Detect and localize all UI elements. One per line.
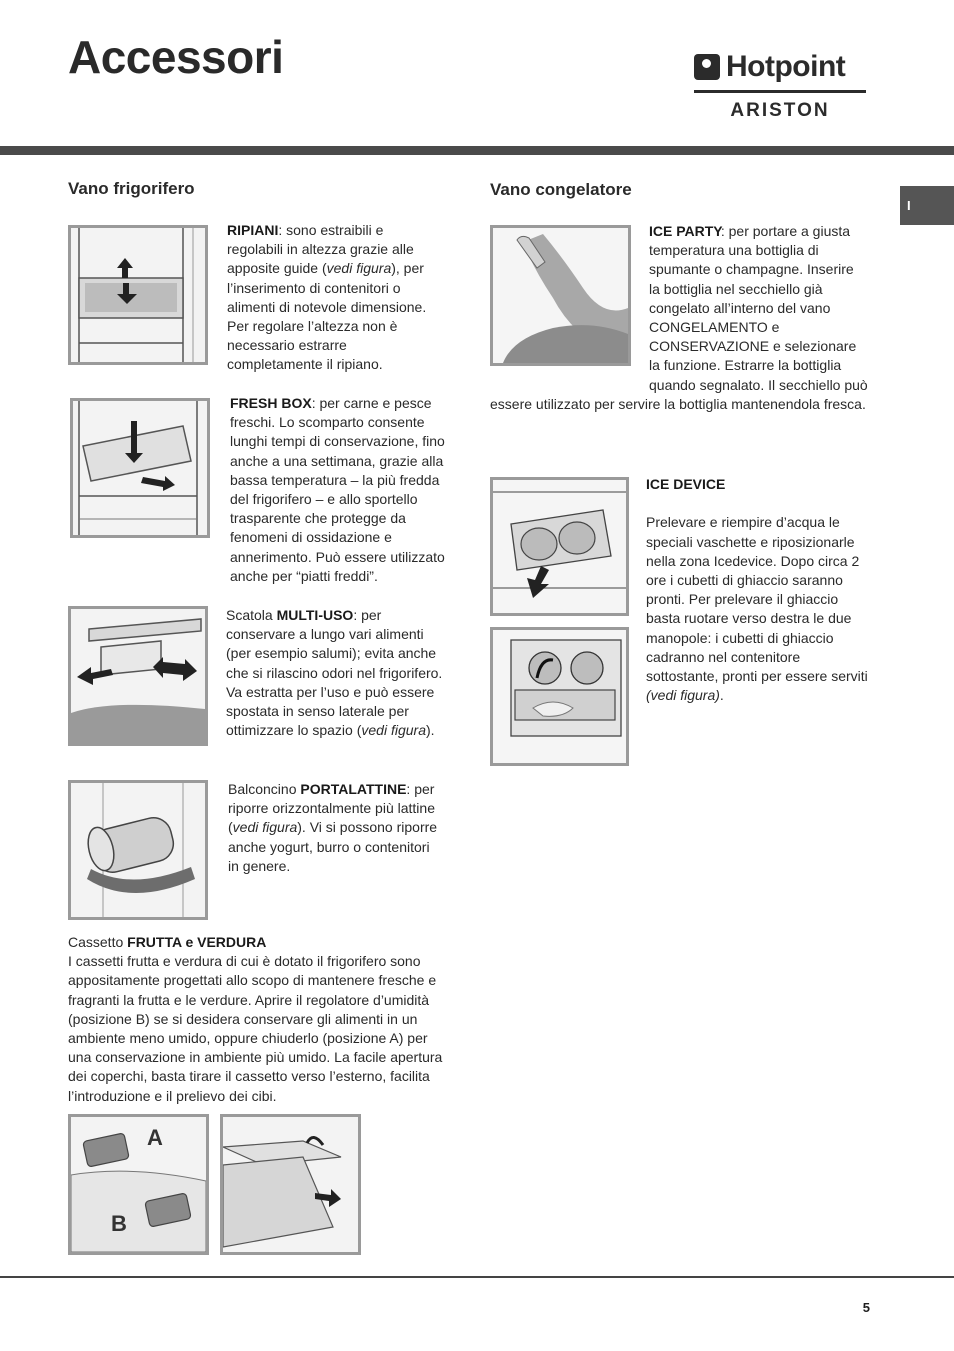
portalattine-text-1: : per riporre orizzontalmente più lattine ( (228, 781, 435, 836)
ice-device-figure-knobs (490, 627, 629, 766)
portalattine-illustration (71, 783, 205, 917)
portalattine-text-2: ). Vi si possono riporre anche yogurt, burro o contenitori in genere. (228, 819, 438, 874)
multi-uso-figure (68, 606, 208, 746)
cassetto-label: FRUTTA e VERDURA (127, 934, 267, 950)
cassetto-prefix: Cassetto (68, 934, 128, 950)
ice-knobs-illustration (493, 630, 626, 763)
page-title: Accessori (68, 31, 284, 83)
multi-uso-description (226, 606, 444, 740)
multi-uso-text-1: : per conservare a lungo vari alimenti (per esempio salumi); evita anche che si rilascino odori nel frigorifero. Va estratta per l’uso e può essere spostata in senso laterale per ottimizzare lo spazio ( (226, 607, 443, 739)
shelves-figure (68, 225, 208, 365)
ice-device-figure-trays (490, 477, 629, 616)
fridge-section-heading: Vano frigorifero (68, 179, 195, 198)
fresh-box-label: FRESH BOX (230, 395, 312, 411)
portalattine-figure (68, 780, 208, 920)
ripiani-description (227, 221, 442, 375)
portalattine-italic: vedi figura (232, 819, 298, 836)
multi-uso-label: MULTI-USO (276, 607, 354, 623)
cassetto-text: I cassetti frutta e verdura di cui è dotato il frigorifero sono appositamente progettati allo scopo di mantenere fresche e fragranti la frutta e le verdure. Aprire il regolatore d’umidità (posizione B) se si desidera conservare gli alimenti in un ambiente meno umido, oppure chiuderlo (posizione A) per una conservazione in ambiente più umido. La facile apertura dei coperchi, basta tirare il cassetto verso l’esterno, facilita l’introduzione e il prelievo dei cibi. (68, 953, 443, 1104)
brand-logo (694, 52, 870, 126)
ice-trays-illustration (493, 480, 626, 613)
portalattine-label: PORTALATTINE (300, 781, 407, 797)
multi-uso-italic: vedi figura (361, 722, 426, 739)
shelves-illustration (71, 228, 205, 362)
ripiani-italic: vedi figura (326, 260, 392, 277)
crisper-drawer-figure (220, 1114, 361, 1255)
ice-device-text-2: . (719, 687, 724, 704)
ice-device-italic: (vedi figura) (646, 687, 720, 704)
fresh-box-illustration (73, 401, 207, 535)
multi-uso-text-2: ). (425, 722, 435, 739)
footer-divider (0, 1276, 954, 1278)
ripiani-text-2: ), per l’inserimento di contenitori o alimenti di notevole dimensione. Per regolare l’altezza non è necessario estrarre completamente il ripiano. (227, 260, 427, 373)
fresh-box-description (230, 394, 445, 586)
humidity-regulator-figure (68, 1114, 209, 1255)
freezer-section-heading: Vano congelatore (490, 180, 632, 199)
header-divider (0, 146, 954, 155)
portalattine-prefix: Balconcino (228, 781, 301, 797)
portalattine-description (228, 780, 444, 876)
ice-party-text: : per portare a giusta temperatura una bottiglia di spumante o champagne. Inserire la bottiglia nel secchiello già congelato all’interno del vano CONGELAMENTO e CONSERVAZIONE e selezionare la funzione. Estrarre la bottiglia quando segnalato. Il secchiello può essere utilizzato per servire la bottiglia mantenendola fresca. (490, 223, 868, 412)
humidity-regulator-illustration (71, 1117, 206, 1252)
ripiani-label: RIPIANI (227, 222, 279, 238)
brand-name-top: Hotpoint (726, 50, 846, 83)
crisper-drawer-illustration (223, 1117, 358, 1252)
brand-name-bottom: ARISTON (730, 100, 830, 121)
ice-device-text-1: Prelevare e riempire d’acqua le speciali vaschette e riposizionarle nella zona Icedevice. Dopo circa 2 ore i cubetti di ghiaccio saranno pronti. Per prelevare il ghiaccio basta ruotare verso destra le due manopole: i cubetti di ghiaccio cadranno nel contenitore sottostante, pronti per essere serviti (646, 514, 868, 685)
position-b-label: B (111, 1211, 127, 1236)
ripiani-text-1: : sono estraibili e regolabili in altezza grazie alle apposite guide ( (227, 222, 414, 277)
ice-party-float-spacer (490, 222, 649, 376)
fresh-box-text: : per carne e pesce freschi. Lo scomparto consente lunghi tempi di conservazione, fino anche a una settimana, grazie alla bassa temperatura – la più fredda del frigorifero – e allo sportello trasparente che protegge da fenomeni di ossidazione e annerimento. Può essere utilizzato anche per “piatti freddi”. (230, 395, 445, 584)
page-number: 5 (862, 1300, 870, 1315)
ice-party-label: ICE PARTY (649, 223, 723, 239)
position-a-label: A (147, 1125, 163, 1150)
brand-mark-icon (694, 54, 720, 80)
multi-uso-illustration (71, 609, 205, 743)
fresh-box-figure (70, 398, 210, 538)
cassetto-description (68, 933, 444, 1106)
ice-party-description (490, 222, 868, 414)
ice-device-description (646, 475, 868, 705)
logo-rule (694, 90, 866, 93)
language-tab: I (900, 186, 954, 225)
multi-uso-prefix: Scatola (226, 607, 277, 623)
ice-device-label: ICE DEVICE (646, 476, 726, 492)
